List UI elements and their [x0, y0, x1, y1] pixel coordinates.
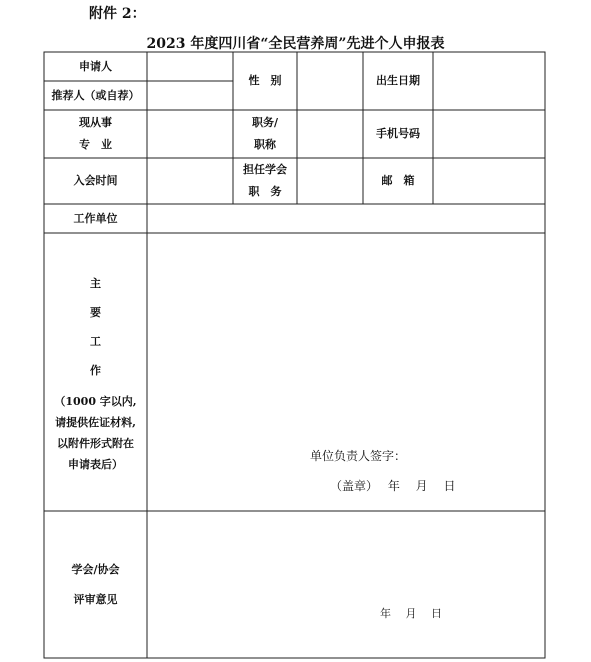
label-mobile: 手机号码	[376, 127, 420, 140]
main-work-char: 工	[90, 335, 101, 348]
label-review	[44, 511, 147, 658]
main-work-char: 主	[90, 277, 101, 290]
label-recommender: 推荐人（或自荐）	[51, 88, 140, 102]
unit-leader-signature: 单位负责人签字：	[310, 449, 407, 463]
label-main-work	[44, 233, 147, 511]
label-society-role-line2: 职 务	[248, 185, 282, 198]
label-society-role-line1: 担任学会	[243, 163, 287, 176]
main-work-note-line: （1000 字以内,	[54, 395, 137, 408]
label-position-line2: 职称	[254, 138, 276, 151]
label-position	[233, 110, 297, 158]
seal-date: （盖章） 年 月 日	[330, 479, 456, 493]
label-join-date: 入会时间	[73, 174, 118, 187]
main-work-vertical-text	[54, 269, 136, 475]
label-work-unit: 工作单位	[73, 211, 118, 225]
form-title: 2023 年度四川省“全民营养周”先进个人申报表	[146, 36, 445, 52]
main-work-note-line: 申请表后）	[68, 458, 123, 471]
review-date: 年 月 日	[380, 607, 442, 620]
main-work-char: 要	[90, 306, 101, 319]
label-review-line1: 学会/协会	[71, 562, 120, 576]
attachment-label: 附件 2：	[89, 6, 146, 22]
label-position-line1: 职务/	[251, 116, 279, 129]
label-gender: 性 别	[248, 74, 282, 87]
main-work-char: 作	[90, 364, 101, 377]
main-work-note-line: 以附件形式附在	[57, 437, 134, 450]
label-profession-line1: 现从事	[79, 116, 112, 129]
label-applicant: 申请人	[79, 59, 112, 73]
label-birth-date: 出生日期	[376, 74, 420, 87]
label-profession-line2: 专 业	[79, 138, 112, 151]
main-work-note	[54, 391, 136, 475]
label-society-role	[233, 158, 297, 204]
main-work-note-line: 请提供佐证材料,	[55, 416, 136, 429]
label-review-line2: 评审意见	[73, 592, 118, 606]
label-email: 邮 箱	[381, 174, 415, 187]
label-profession	[44, 110, 147, 158]
